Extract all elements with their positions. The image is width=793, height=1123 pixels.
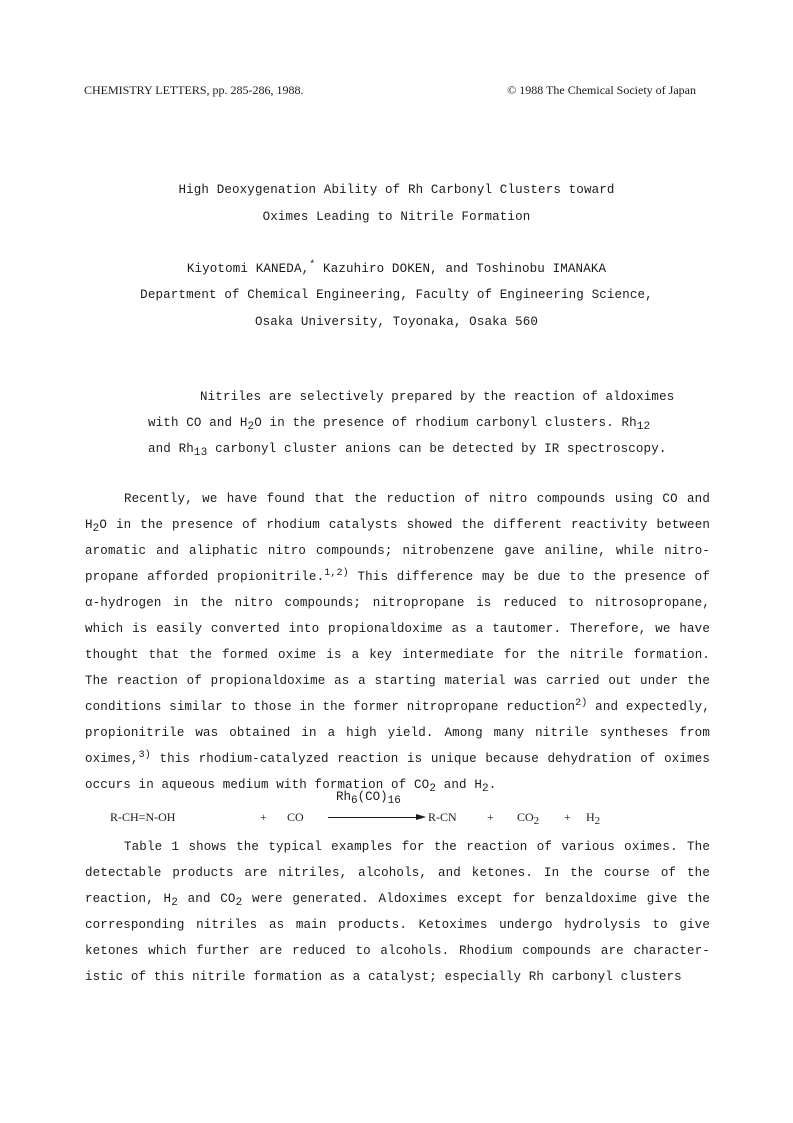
product-co2: $CO_2$ <box>517 810 540 827</box>
product-h2: $H_2$ <box>586 810 601 827</box>
abstract-line-2: with CO and $H_2O$ in the presence of rhodium carbonyl clusters. $Rh_{12}$ <box>148 416 651 433</box>
reaction-arrow-head <box>416 814 426 820</box>
author-2-3: Kazuhiro DOKEN, and Toshinobu IMANAKA <box>315 262 607 276</box>
body-line-12: occurs in aqueous medium with formation of $CO_2$ and $H_2$. <box>85 778 497 795</box>
body-line-8: The reaction of propionaldoxime as a starting material was carried out under the <box>85 674 710 688</box>
abstract-line-3: and $Rh_{13}$ carbonyl cluster anions can be detected by IR spectroscopy. <box>148 442 667 459</box>
abstract-line-1: Nitriles are selectively prepared by the reaction of aldoximes <box>200 390 675 404</box>
body-line-1: Recently, we have found that the reduction of nitro compounds using CO and <box>124 492 710 506</box>
affiliation-line-1: Department of Chemical Engineering, Faculty of Engineering Science, <box>140 288 653 302</box>
body-line-17: ketones which further are reduced to alcohols. Rhodium compounds are character- <box>85 944 710 958</box>
body-line-11: oximes,$^{3)}$ this rhodium-catalyzed reaction is unique because dehydration of oximes <box>85 750 710 766</box>
journal-citation: CHEMISTRY LETTERS, pp. 285-286, 1988. <box>84 83 304 97</box>
affiliation-line-2: Osaka University, Toyonaka, Osaka 560 <box>254 315 539 329</box>
body-line-6: which is easily converted into propionaldoxime as a tautomer. Therefore, we have <box>85 622 710 636</box>
paper-title-line-1: High Deoxygenation Ability of Rh Carbonyl Clusters toward <box>178 183 615 197</box>
plus-sign: + <box>260 810 267 824</box>
body-line-9: conditions similar to those in the former nitropropane reduction$^{2)}$ and expectedly, <box>85 698 710 714</box>
body-line-2: $H_2O$ in the presence of rhodium catalysts showed the different reactivity between <box>85 518 710 535</box>
body-line-16: corresponding nitriles as main products. Ketoximes undergo hydrolysis to give <box>85 918 710 932</box>
author-list <box>0 262 793 276</box>
reaction-arrow <box>328 817 420 818</box>
product-nitrile: R-CN <box>428 810 457 824</box>
citation-2: 2) <box>575 698 588 709</box>
paper-title-line-2: Oximes Leading to Nitrile Formation <box>262 210 531 224</box>
reactant-oxime: R-CH=N-OH <box>110 810 176 824</box>
reactant-co: CO <box>287 810 304 824</box>
plus-sign: + <box>564 810 571 824</box>
citation-1-2: 1,2) <box>324 568 349 579</box>
citation-3: 3) <box>138 750 151 761</box>
copyright-notice: © 1988 The Chemical Society of Japan <box>507 83 696 97</box>
body-line-4: propane afforded propionitrile.$^{1,2)}$ This difference may be due to the presence of <box>85 568 710 584</box>
body-line-7: thought that the formed oxime is a key intermediate for the nitrile formation. <box>85 648 710 662</box>
body-line-14: detectable products are nitriles, alcohols, and ketones. In the course of the <box>85 866 710 880</box>
corresponding-author-mark: * <box>309 260 316 271</box>
body-line-15: reaction, $H_2$ and $CO_2$ were generated. Aldoximes except for benzaldoxime give the <box>85 892 711 909</box>
body-line-10: propionitrile was obtained in a high yield. Among many nitrile syntheses from <box>85 726 710 740</box>
catalyst-label: $Rh_6(CO)_{16}$ <box>336 790 401 807</box>
author-1: Kiyotomi KANEDA, <box>186 262 310 276</box>
body-line-3: aromatic and aliphatic nitro compounds; nitrobenzene gave aniline, while nitro- <box>85 544 710 558</box>
body-line-18: istic of this nitrile formation as a catalyst; especially Rh carbonyl clusters <box>85 970 682 984</box>
body-line-13: Table 1 shows the typical examples for the reaction of various oximes. The <box>124 840 710 854</box>
plus-sign: + <box>487 810 494 824</box>
body-line-5: α-hydrogen in the nitro compounds; nitropropane is reduced to nitrosopropane, <box>85 596 710 610</box>
